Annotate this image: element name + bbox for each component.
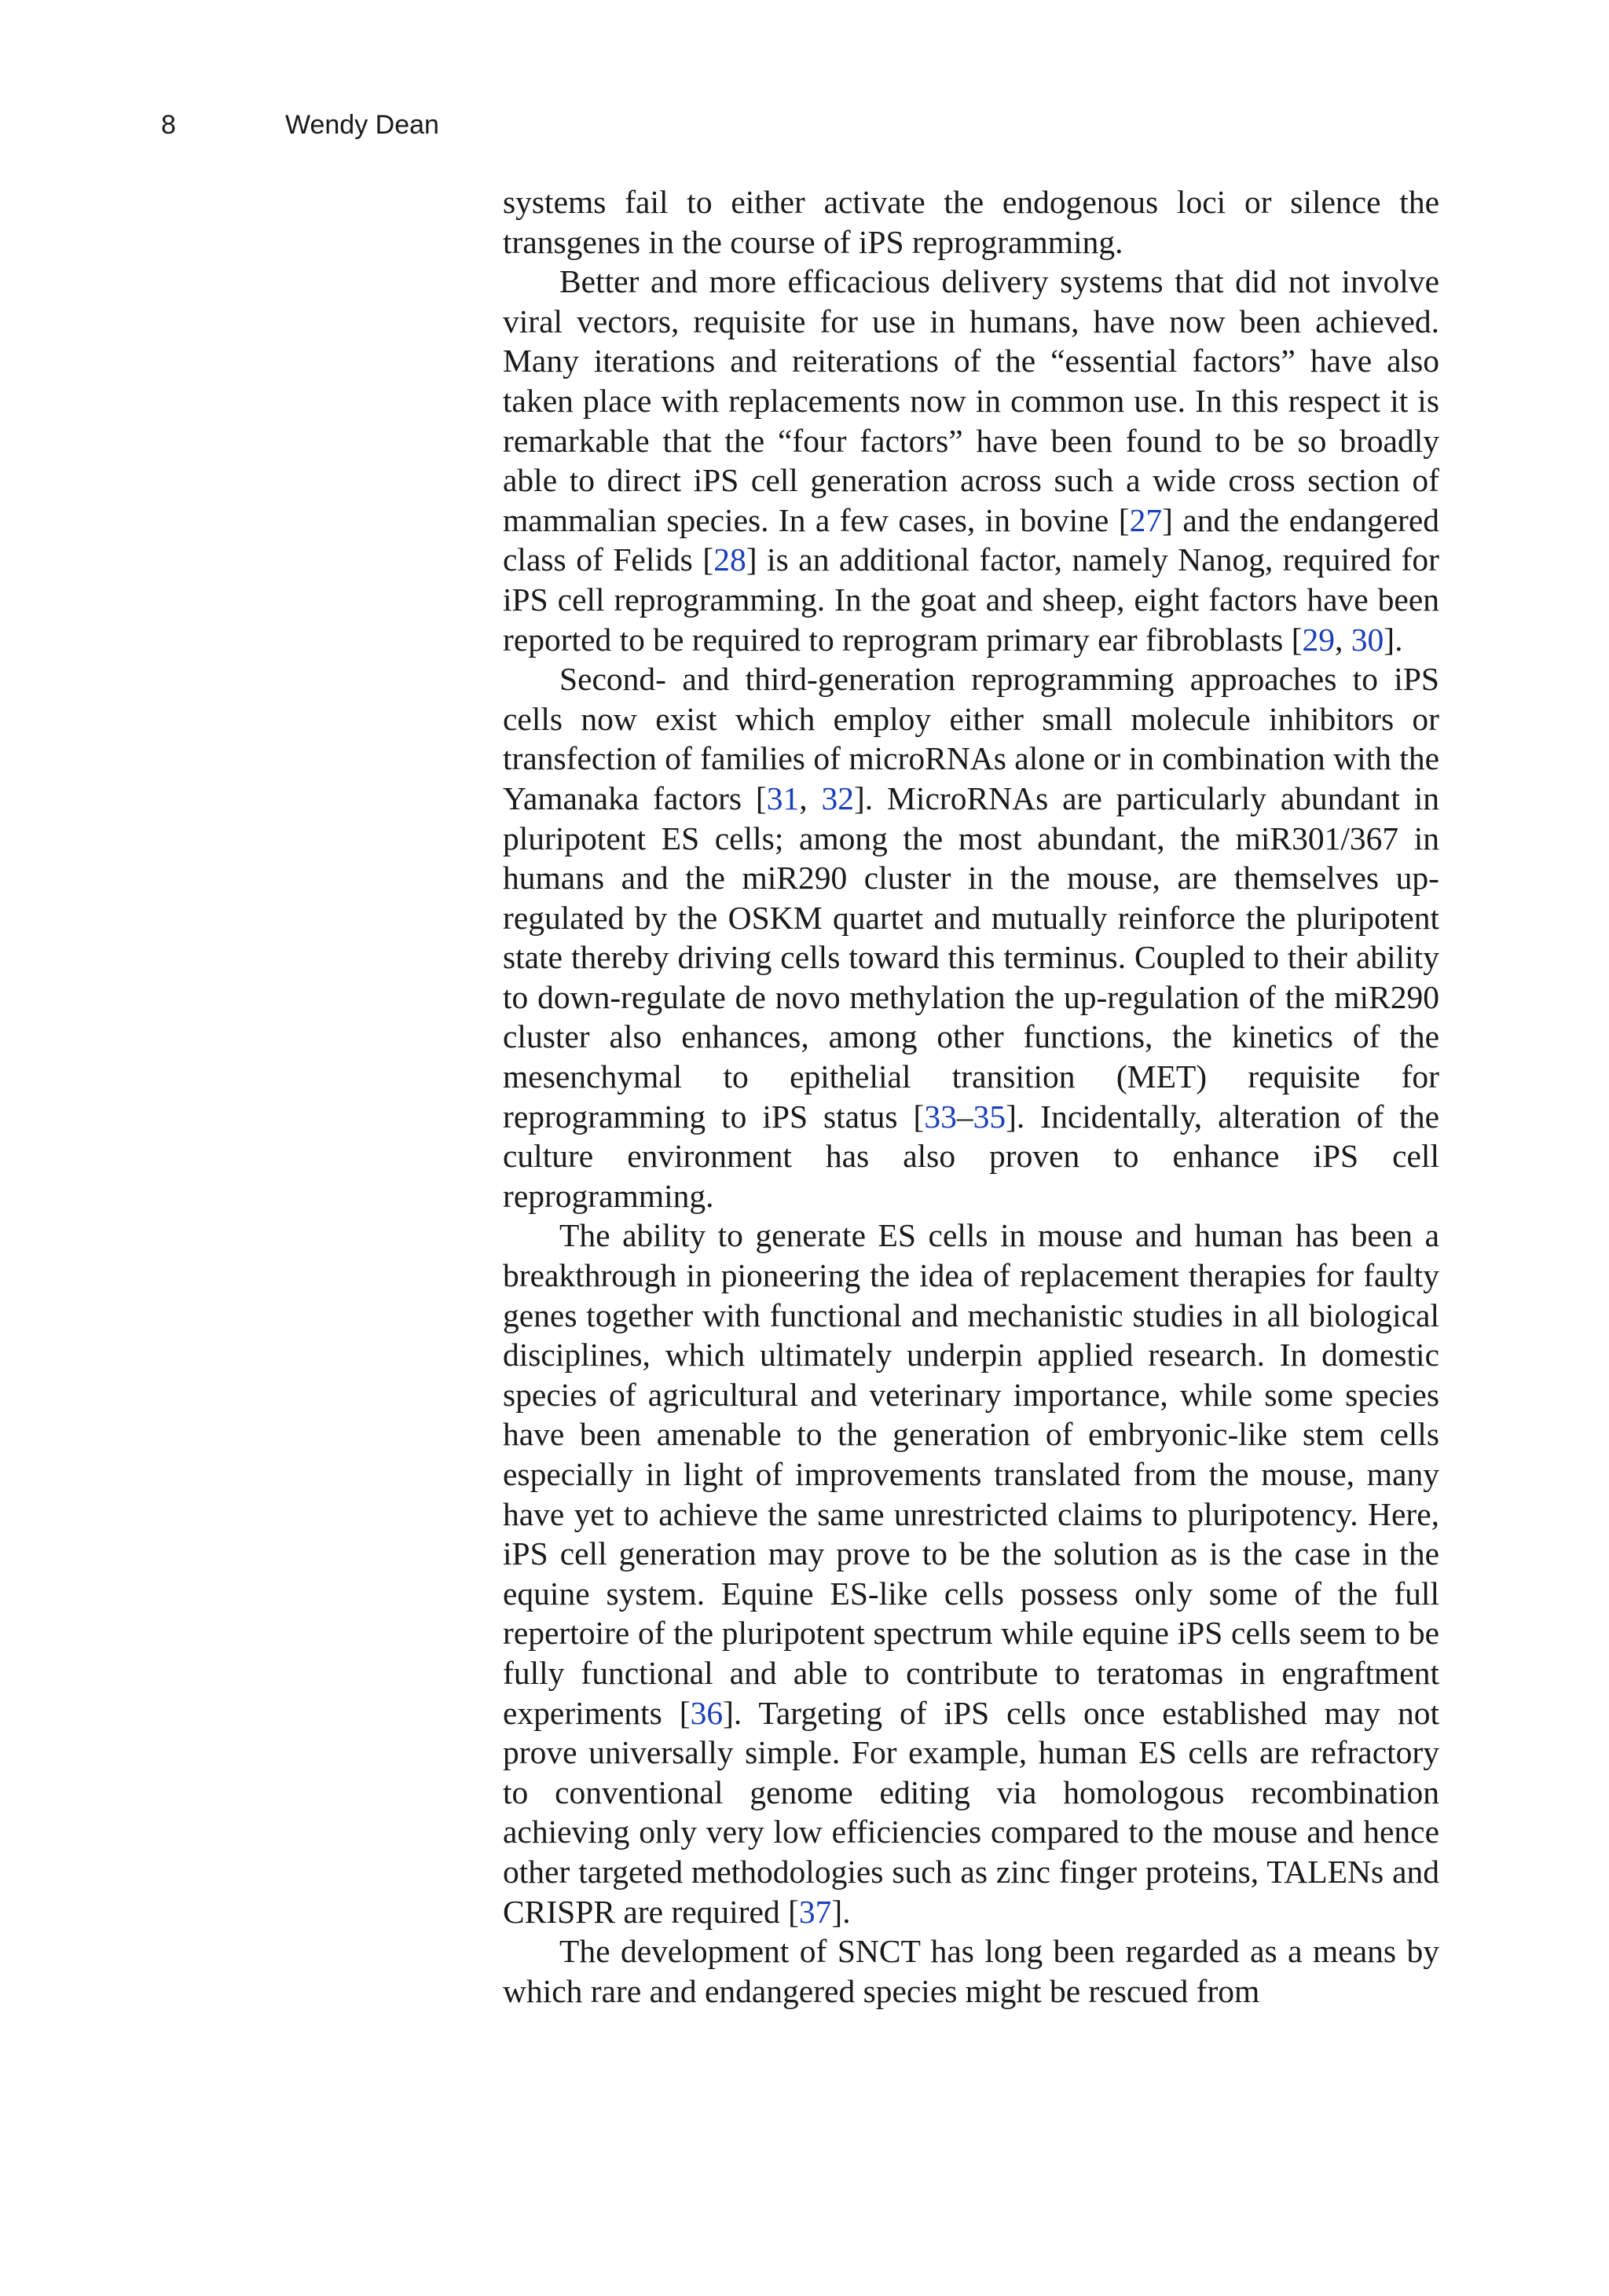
paragraph-text: . MicroRNAs are particularly abundant in pluripotent ES cells; among the most abundant, the miR301/367 in humans and the miR290 cluster in the mouse, are themselves up-regulated by the OSKM quartet and mutually reinforce the pluripotent state thereby driving cells toward this terminus. Coupled to their ability to down-regulate de novo methylation the up-regulation of the miR290 cluster also enhances, among other functions, the kinetics of the mesenchymal to epithelial transition (MET) requisite for reprogramming to iPS status	[503, 779, 1439, 1135]
body-text	[503, 182, 1439, 2011]
paragraph-text: The development of SNCT has long been regarded as a means by which rare and endangered species might be rescued from	[503, 1933, 1439, 2009]
citation-link-35[interactable]: 35	[973, 1098, 1006, 1135]
paragraph-text: and the endangered class of Felids	[503, 501, 1439, 578]
citation-link-29[interactable]: 29	[1302, 621, 1336, 658]
citation-link-36[interactable]: 36	[690, 1694, 724, 1731]
paragraph-5	[503, 1931, 1439, 2011]
paragraph-text: .	[1395, 621, 1403, 658]
paragraph-text: is an additional factor, namely Nanog, required for iPS cell reprogramming. In the goat and sheep, eight factors have been reported to be required to reprogram primary ear fibroblasts	[503, 541, 1439, 658]
paragraph-1	[503, 182, 1439, 262]
paragraph-2: Better and more efficacious delivery systems that did not involve viral vectors, requisite for use in humans, have now been achieved. Many iterations and reiterations of the “essential factors” have also taken place with replacements now in common use. In this respect it is remarkable that the “four factors” have been found to be so broadly able to direct iPS cell generation across such a wide cross section of mammalian species. In a few cases, in bovine [27] and the endangered class of Felids [28] is an additional factor, namely Nanog, required for iPS cell reprogramming. In the goat and sheep, eight factors have been reported to be required to reprogram primary ear fibroblasts [29, 30].	[503, 263, 1439, 658]
citation-link-37[interactable]: 37	[798, 1893, 832, 1930]
running-head-author: Wendy Dean	[285, 110, 439, 140]
citation-link-32[interactable]: 32	[821, 779, 854, 816]
paragraph-4: The ability to generate ES cells in mouse and human has been a breakthrough in pioneering the idea of replacement therapies for faulty genes together with functional and mechanistic studies in all biological disciplines, which ultimately underpin applied research. In domestic species of agricultural and veterinary importance, while some species have been amenable to the generation of embryonic-like stem cells especially in light of improvements translated from the mouse, many have yet to achieve the same unrestricted claims to pluripotency. Here, iPS cell generation may prove to be the solution as is the case in the equine system. Equine ES-like cells possess only some of the full repertoire of the pluripotent spectrum while equine iPS cells seem to be fully functional and able to contribute to teratomas in engraftment experiments [36]. Targeting of iPS cells once established may not prove universally simple. For example, human ES cells are refractory to conventional genome editing via homologous recombination achieving only very low efficiencies compared to the mouse and hence other targeted methodologies such as zinc finger proteins, TALENs and CRISPR are required [37].	[503, 1217, 1439, 1930]
paragraph-text: .	[842, 1893, 851, 1930]
paragraph-text: Better and more efficacious delivery systems that did not involve viral vectors, requisite for use in humans, have now been achieved. Many iterations and reiterations of the “essential factors” have also taken place with replacements now in common use. In this respect it is remarkable that the “four factors” have been found to be so broadly able to direct iPS cell generation across such a wide cross section of mammalian species. In a few cases, in bovine	[503, 263, 1439, 538]
citation-link-28[interactable]: 28	[713, 541, 746, 578]
citation-link-27[interactable]: 27	[1129, 501, 1163, 538]
paragraph-text: The ability to generate ES cells in mouse and human has been a breakthrough in pioneering the idea of replacement therapies for faulty genes together with functional and mechanistic studies in all biological disciplines, which ultimately underpin applied research. In domestic species of agricultural and veterinary importance, while some species have been amenable to the generation of embryonic-like stem cells especially in light of improvements translated from the mouse, many have yet to achieve the same unrestricted claims to pluripotency. Here, iPS cell generation may prove to be the solution as is the case in the equine system. Equine ES-like cells possess only some of the full repertoire of the pluripotent spectrum while equine iPS cells seem to be fully functional and able to contribute to teratomas in engraftment experiments	[503, 1217, 1439, 1731]
paragraph-text: Second- and third-generation reprogramming approaches to iPS cells now exist which employ either small molecule inhibitors or transfection of families of microRNAs alone or in combination with the Yamanaka factors	[503, 661, 1439, 816]
paragraph-text: systems fail to either activate the endogenous loci or silence the transgenes in the course of iPS reprogramming.	[503, 184, 1439, 260]
citation-link-31[interactable]: 31	[766, 779, 800, 816]
paragraph-3: Second- and third-generation reprogramming approaches to iPS cells now exist which employ either small molecule inhibitors or transfection of families of microRNAs alone or in combination with the Yamanaka factors [31, 32]. MicroRNAs are particularly abundant in pluripotent ES cells; among the most abundant, the miR301/367 in humans and the miR290 cluster in the mouse, are themselves up-regulated by the OSKM quartet and mutually reinforce the pluripotent state thereby driving cells toward this terminus. Coupled to their ability to down-regulate de novo methylation the up-regulation of the miR290 cluster also enhances, among other functions, the kinetics of the mesenchymal to epithelial transition (MET) requisite for reprogramming to iPS status [33–35]. Incidentally, alteration of the culture environment has also proven to enhance iPS cell reprogramming.	[503, 661, 1439, 1214]
page-number: 8	[161, 110, 176, 140]
citation-link-33[interactable]: 33	[924, 1098, 957, 1135]
paragraph-text: . Incidentally, alteration of the culture environment has also proven to enhance iPS cell reprogramming.	[503, 1098, 1439, 1214]
paragraph-text: . Targeting of iPS cells once established may not prove universally simple. For example, human ES cells are refractory to conventional genome editing via homologous recombination achieving only very low efficiencies compared to the mouse and hence other targeted methodologies such as zinc finger proteins, TALENs and CRISPR are required	[503, 1694, 1439, 1930]
citation-link-30[interactable]: 30	[1351, 621, 1384, 658]
